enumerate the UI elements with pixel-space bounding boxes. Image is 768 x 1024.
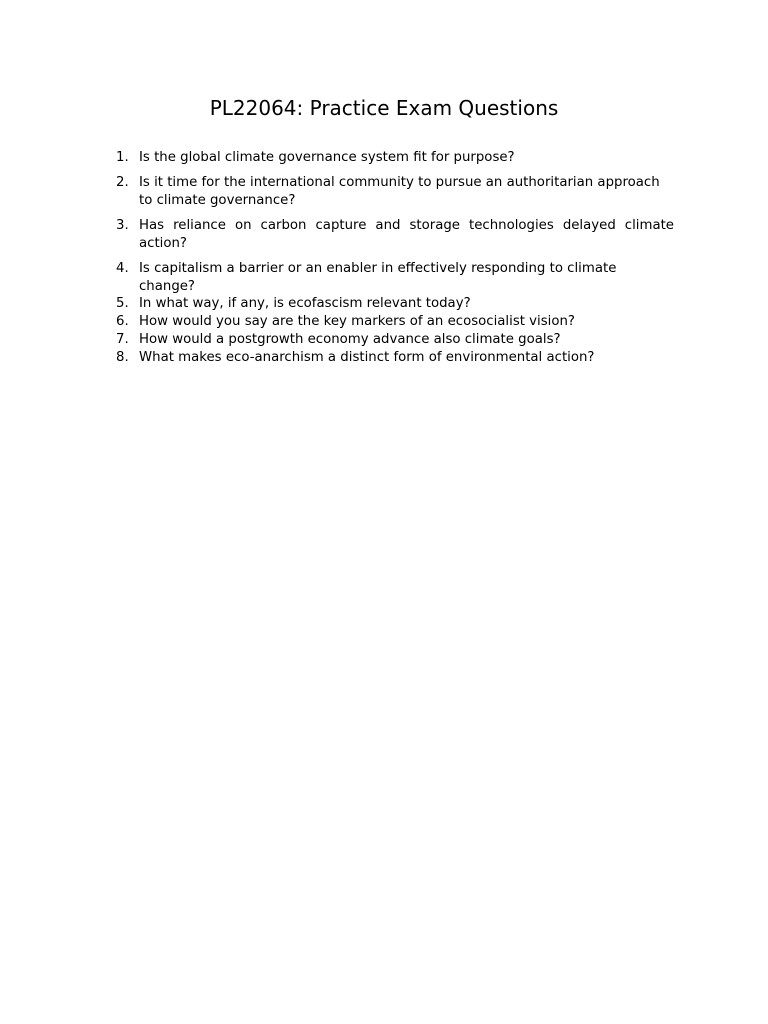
question-text: Has reliance on carbon capture and storage technologies delayed climate action?	[139, 218, 674, 251]
question-text: Is capitalism a barrier or an enabler in effectively responding to climate change?	[139, 261, 617, 294]
question-text: Is it time for the international community to pursue an authoritarian approach to climate governance?	[139, 175, 660, 208]
question-item	[116, 349, 676, 367]
question-item	[116, 295, 676, 313]
question-number: 4.	[116, 261, 129, 276]
question-number: 7.	[116, 332, 129, 347]
question-text: What makes eco-anarchism a distinct form of environmental action?	[139, 350, 595, 365]
question-item	[116, 260, 676, 295]
question-number: 1.	[116, 150, 129, 165]
question-number: 5.	[116, 296, 129, 311]
question-text: In what way, if any, is ecofascism relevant today?	[139, 296, 471, 311]
question-text: Is the global climate governance system fit for purpose?	[139, 150, 515, 165]
question-item	[116, 331, 676, 349]
question-item	[116, 149, 676, 167]
question-text: How would you say are the key markers of an ecosocialist vision?	[139, 314, 575, 329]
question-item	[116, 217, 676, 252]
question-number: 8.	[116, 350, 129, 365]
question-number: 3.	[116, 218, 129, 233]
page-title: PL22064: Practice Exam Questions	[209, 96, 559, 120]
question-text: How would a postgrowth economy advance also climate goals?	[139, 332, 561, 347]
question-number: 6.	[116, 314, 129, 329]
question-number: 2.	[116, 175, 129, 190]
question-item	[116, 313, 676, 331]
question-item	[116, 174, 676, 209]
